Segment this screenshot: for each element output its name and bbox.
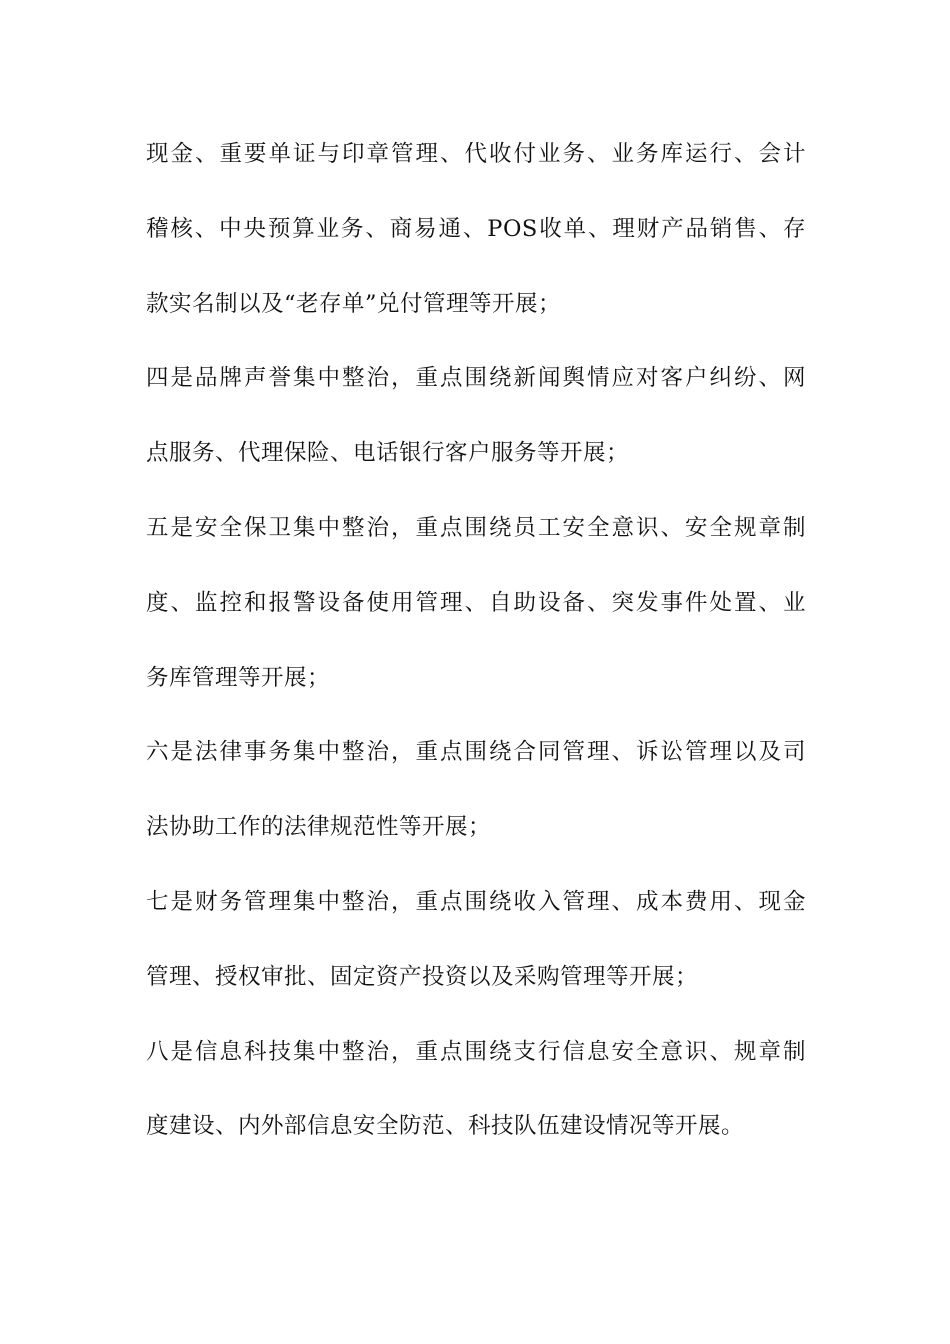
text-line: 现金、重要单证与印章管理、代收付业务、业务库运行、会计 bbox=[146, 141, 806, 167]
text-line: 五是安全保卫集中整治，重点围绕员工安全意识、安全规章制 bbox=[146, 514, 806, 541]
text-line: 八是信息科技集中整治，重点围绕支行信息安全意识、规章制 bbox=[146, 1038, 806, 1065]
text-line: 管理、授权审批、固定资产投资以及采购管理等开展； bbox=[146, 963, 699, 990]
text-line: 度建设、内外部信息安全防范、科技队伍建设情况等开展。 bbox=[146, 1113, 745, 1140]
text-line: 务库管理等开展； bbox=[146, 664, 331, 691]
text-line: 六是法律事务集中整治，重点围绕合同管理、诉讼管理以及司 bbox=[146, 739, 806, 766]
text-line: 款实名制以及“老存单”兑付管理等开展； bbox=[146, 290, 562, 317]
text-line: 度、监控和报警设备使用管理、自助设备、突发事件处置、业 bbox=[146, 589, 806, 616]
text-line: 法协助工作的法律规范性等开展； bbox=[146, 814, 492, 841]
text-line: 四是品牌声誉集中整治，重点围绕新闻舆情应对客户纠纷、网 bbox=[146, 365, 806, 392]
text-line: 点服务、代理保险、电话银行客户服务等开展； bbox=[146, 440, 630, 467]
text-line: 七是财务管理集中整治，重点围绕收入管理、成本费用、现金 bbox=[146, 888, 806, 915]
document-body bbox=[146, 127, 806, 1174]
text-line: 稽核、中央预算业务、商易通、POS收单、理财产品销售、存 bbox=[146, 215, 806, 242]
